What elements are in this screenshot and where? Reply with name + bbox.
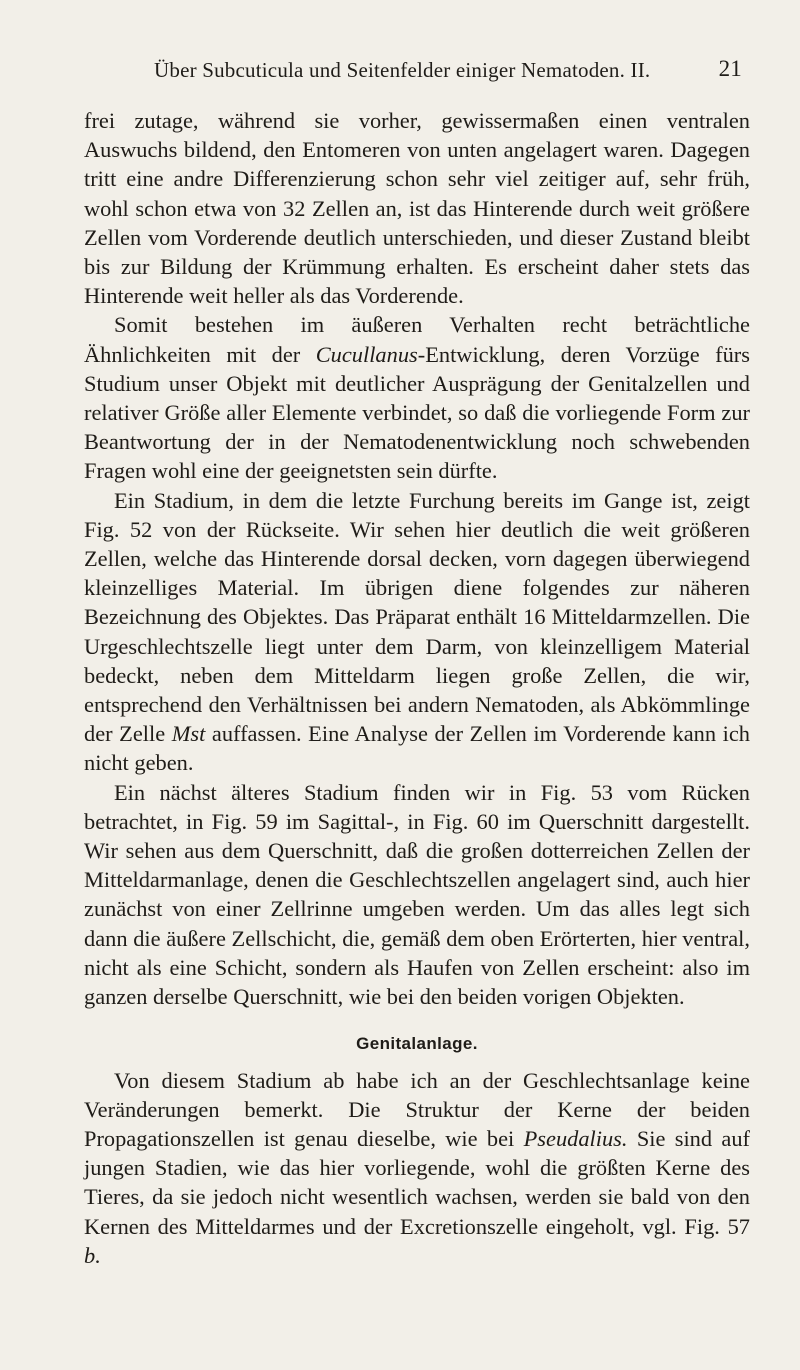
running-title: Über Subcuticula und Seitenfelder einiger Nematoden. II. [154, 58, 651, 82]
paragraph-2-text-a: Somit bestehen im äußeren Verhalten recht beträchtliche Ähnlichkeiten mit der [84, 312, 750, 367]
paragraph-1-text: frei zutage, während sie vorher, gewissermaßen einen ventralen Auswuchs bildend, den Entomeren von unten angelagert waren. Dagegen tritt eine andre Differenzierung schon sehr viel zeitiger auf, sehr früh, wohl schon etwa von 32 Zellen an, ist das Hinterende durch weit größere Zellen vom Vorderende deutlich unterschieden, und dieser Zustand bleibt bis zur Bildung der Krümmung erhalten. Es erscheint daher stets das Hinterende weit heller als das Vorderende. [84, 108, 750, 309]
paragraph-5-text-b: Sie sind auf jungen Stadien, wie das hier vorliegende, wohl die größten Kerne des Tieres, da sie jedoch nicht wesentlich wachsen, werden sie bald von den Kernen des Mitteldarmes und der Excretionszelle eingeholt, vgl. Fig. 57 [84, 1125, 750, 1239]
paragraph-3-italic: Mst [171, 721, 206, 747]
paragraph-5-italic-end: b. [84, 1242, 101, 1268]
paragraph-4 [84, 778, 750, 1012]
paragraph-3 [84, 486, 750, 778]
paragraph-5 [84, 1066, 750, 1270]
paragraph-5-text-a: Von diesem Stadium ab habe ich an der Geschlechtsanlage keine Veränderungen bemerkt. Die Struktur der Kerne der beiden Propagationszellen ist genau dieselbe, wie bei [84, 1067, 750, 1151]
paragraph-3-text-b: auffassen. Eine Analyse der Zellen im Vorderende kann ich nicht geben. [84, 721, 750, 776]
paragraph-2-text-b: -Entwicklung, deren Vorzüge fürs Studium unser Objekt mit deutlicher Ausprägung der Genitalzellen und relativer Größe aller Elemente verbindet, so daß die vorliegende Form zur Beantwortung der in der Nematodenentwicklung noch schwebenden Fragen wohl eine der geeignetsten sein dürfte. [84, 341, 750, 484]
paragraph-2-italic: Cucullanus [315, 341, 418, 367]
paragraph-1 [84, 106, 750, 310]
paragraph-4-text: Ein nächst älteres Stadium finden wir in Fig. 53 vom Rücken betrachtet, in Fig. 59 im Sagittal-, in Fig. 60 im Querschnitt dargestellt. Wir sehen aus dem Querschnitt, daß die großen dotterreichen Zellen der Mitteldarmanlage, denen die Geschlechtszellen angelagert sind, auch hier zunächst von einer Zellrinne umgeben werden. Um das alles legt sich dann die äußere Zellschicht, die, gemäß dem oben Erörterten, hier ventral, nicht als eine Schicht, sondern als Haufen von Zellen erscheint: also im ganzen derselbe Querschnitt, wie bei den beiden vorigen Objekten. [84, 779, 750, 1010]
page-number: 21 [718, 56, 742, 81]
paragraph-5-italic: Pseudalius. [523, 1125, 628, 1151]
paragraph-2 [84, 310, 750, 485]
body-text [84, 106, 750, 1270]
section-heading: Genitalanlage. [356, 1034, 478, 1054]
running-head [84, 58, 750, 92]
paragraph-3-text-a: Ein Stadium, in dem die letzte Furchung bereits im Gange ist, zeigt Fig. 52 von der Rückseite. Wir sehen hier deutlich die weit größeren Zellen, welche das Hinterende dorsal decken, vorn dagegen überwiegend kleinzelliges Material. Im übrigen diene folgendes zur näheren Bezeichnung des Objektes. Das Präparat enthält 16 Mitteldarmzellen. Die Urgeschlechtszelle liegt unter dem Darm, von kleinzelligem Material bedeckt, neben dem Mitteldarm liegen große Zellen, die wir, entsprechend den Verhältnissen bei andern Nematoden, als Abkömmlinge der Zelle [84, 487, 750, 747]
